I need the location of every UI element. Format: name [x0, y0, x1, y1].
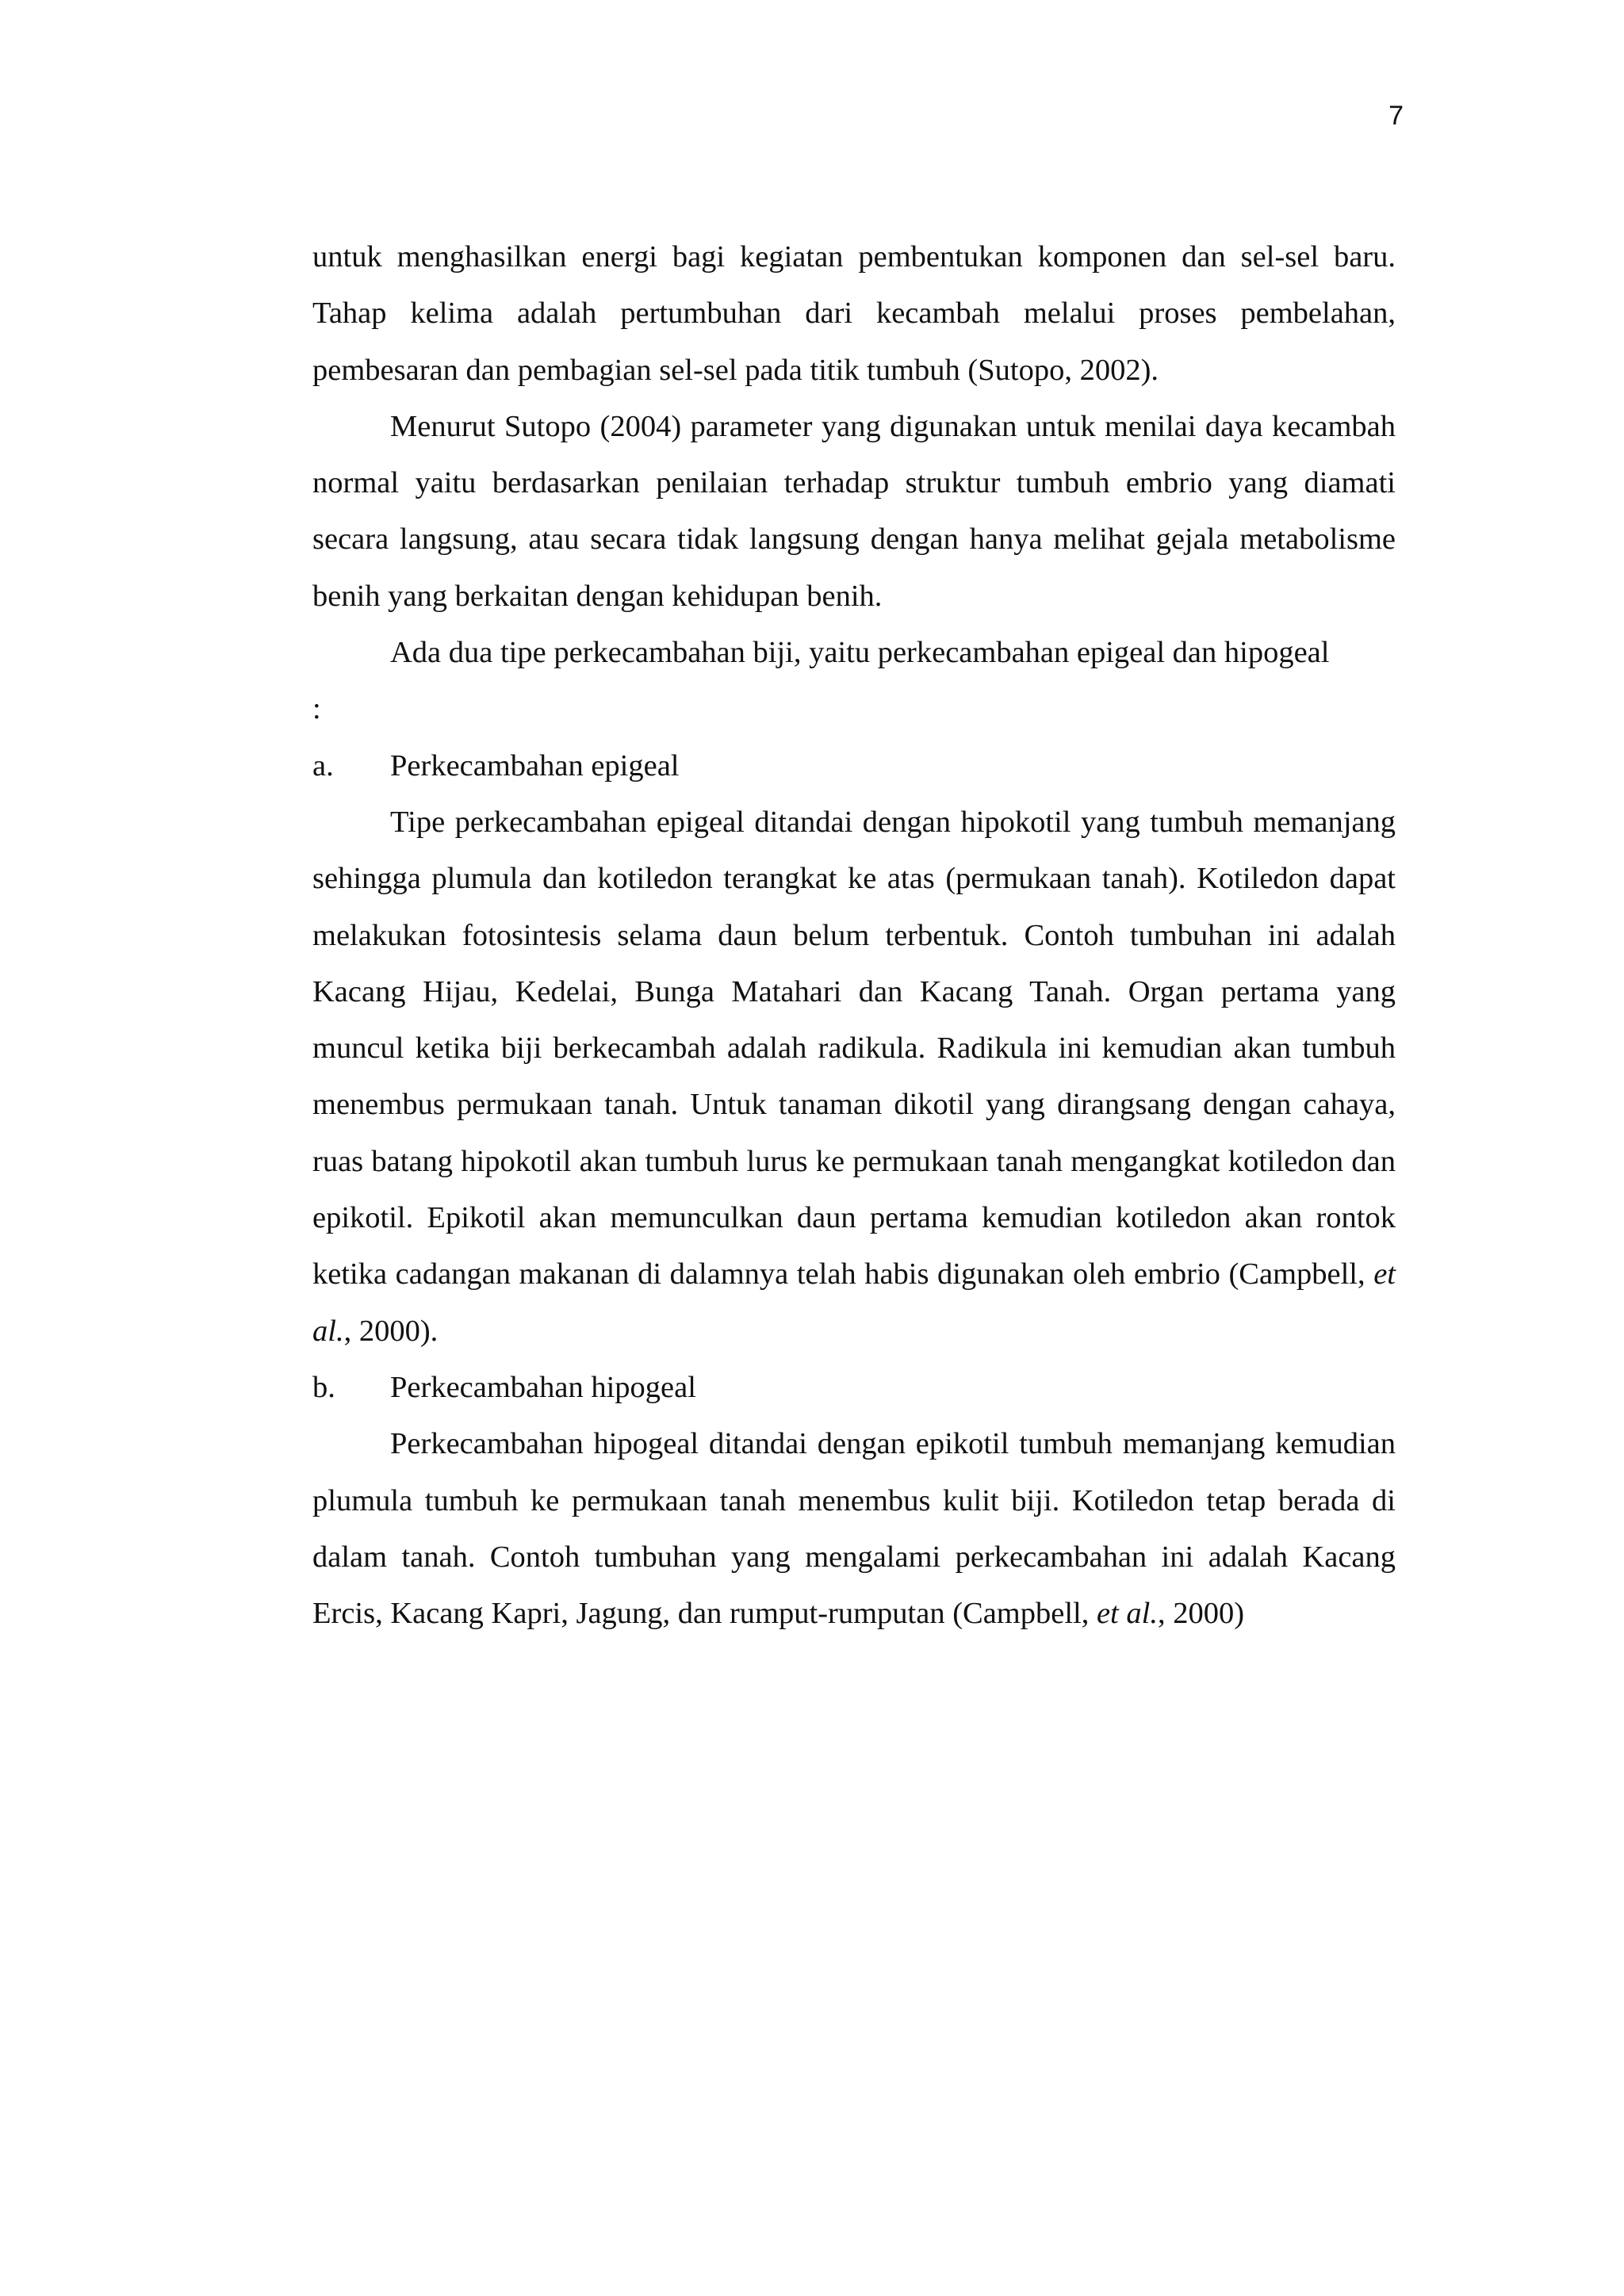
list-marker-b: b.: [312, 1370, 335, 1404]
paragraph-epigeal: [312, 794, 1396, 1360]
paragraph-sutopo-parameter: Menurut Sutopo (2004) parameter yang digunakan untuk menilai daya kecambah normal yaitu berdasarkan penilaian terhadap struktur tumbuh embrio yang diamati secara langsung, atau secara tidak langsung dengan hanya melihat gejala metabolisme benih yang berkaitan dengan kehidupan benih.: [312, 409, 1396, 613]
epigeal-body-text: Tipe perkecambahan epigeal ditandai dengan hipokotil yang tumbuh memanjang sehingga plumula dan kotiledon terangkat ke atas (permukaan tanah). Kotiledon dapat melakukan fotosintesis selama daun belum terbentuk. Contoh tumbuhan ini adalah Kacang Hijau, Kedelai, Bunga Matahari dan Kacang Tanah. Organ pertama yang muncul ketika biji berkecambah adalah radikula. Radikula ini kemudian akan tumbuh menembus permukaan tanah. Untuk tanaman dikotil yang dirangsang dengan cahaya, ruas batang hipokotil akan tumbuh lurus ke permukaan tanah mengangkat kotiledon dan epikotil. Epikotil akan memunculkan daun pertama kemudian kotiledon akan rontok ketika cadangan makanan di dalamnya telah habis digunakan oleh embrio (Campbell,: [312, 805, 1396, 1292]
section-title-epigeal: Perkecambahan epigeal: [390, 748, 680, 783]
paragraph-colon: :: [312, 692, 321, 726]
section-heading-hypogeal: [312, 1360, 1396, 1416]
section-title-hypogeal: Perkecambahan hipogeal: [390, 1370, 696, 1404]
citation-year: , 2000).: [343, 1314, 439, 1348]
paragraph-germination-types: Ada dua tipe perkecambahan biji, yaitu perkecambahan epigeal dan hipogeal: [390, 636, 1330, 670]
paragraph-hypogeal: [312, 1416, 1396, 1642]
citation-et-al: et al.: [1096, 1597, 1158, 1631]
paragraph-germination-stages: untuk menghasilkan energi bagi kegiatan pembentukan komponen dan sel-sel baru. Tahap kelima adalah pertumbuhan dari kecambah melalui proses pembelahan, pembesaran dan pembagian sel-sel pada titik tumbuh (Sutopo, 2002).: [312, 240, 1396, 387]
citation-et-al: et al.: [312, 1257, 1396, 1348]
citation-year: , 2000): [1157, 1597, 1245, 1631]
page-number: 7: [1388, 101, 1404, 131]
hypogeal-body-text: Perkecambahan hipogeal ditandai dengan epikotil tumbuh memanjang kemudian plumula tumbuh ke permukaan tanah menembus kulit biji. Kotiledon tetap berada di dalam tanah. Contoh tumbuhan yang mengalami perkecambahan ini adalah Kacang Ercis, Kacang Kapri, Jagung, dan rumput-rumputan (Campbell,: [312, 1427, 1396, 1631]
section-heading-epigeal: [312, 738, 1396, 794]
list-marker-a: a.: [312, 748, 334, 783]
document-body: [312, 229, 1396, 1642]
